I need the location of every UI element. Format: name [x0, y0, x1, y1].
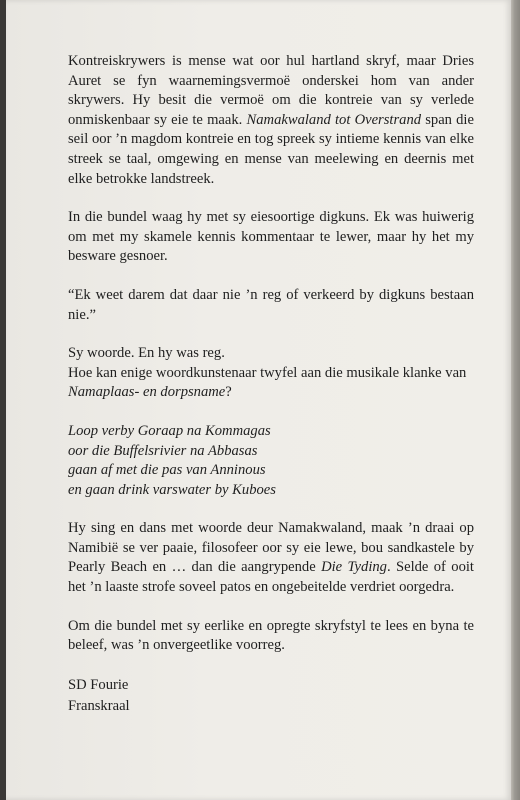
poem-line: en gaan drink varswater by Kuboes — [68, 481, 276, 498]
page-content — [68, 52, 474, 717]
paragraph-themes — [68, 519, 474, 597]
poem-line: gaan af met die pas van Anninous — [68, 462, 266, 479]
paragraph-hesitation: In die bundel waag hy met sy eiesoortige digkuns. Ek was huiwerig om met my skamele kennis kommentaar te lewer, maar hy het my besware gesnoer. — [68, 209, 474, 265]
paragraph-closing: Om die bundel met sy eerlike en opregte skryfstyl te lees en byna te beleef, was ’n onvergeetlike voorreg. — [68, 617, 474, 654]
page-edge-shadow — [511, 0, 520, 800]
poem-line: oor die Buffelsrivier na Abbasas — [68, 442, 258, 459]
paragraph-text: Sy woorde. En hy was reg. — [68, 345, 225, 362]
poem-excerpt — [68, 422, 474, 500]
paragraph-response — [68, 344, 474, 403]
paragraph-quote: “Ek weet darem dat daar nie ’n reg of verkeerd by digkuns bestaan nie.” — [68, 286, 474, 323]
poem-line: Loop verby Goraap na Kommagas — [68, 422, 271, 439]
paragraph-text: Hy sing en dans met woorde deur Namakwaland, maak ’n draai op Namibië se ver paaie, filosofeer oor sy eie lewe, bou sandkastele by Pearly Beach en … dan die aangrypende — [68, 520, 474, 576]
book-page — [6, 0, 511, 800]
book-title-italic: Namakwaland tot Overstrand — [246, 111, 422, 128]
signature-block — [68, 675, 474, 717]
signature-place: Franskraal — [68, 697, 130, 714]
signature-name: SD Fourie — [68, 676, 129, 693]
paragraph-text: Hoe kan enige woordkunstenaar twyfel aan die musikale klanke van — [68, 364, 467, 381]
paragraph-intro — [68, 52, 474, 189]
paragraph-text: ? — [225, 384, 232, 401]
paragraph-text: span die seil oor ’n magdom kontreie en tog spreek sy intieme kennis van elke streek se taal, omgewing en mense van meelewing en deernis met elke betrokke landstreek. — [68, 111, 474, 187]
paragraph-text: Kontreiskrywers is mense wat oor hul hartland skryf, maar Dries Auret se fyn waarnemingsvermoë onderskei hom van ander skrywers. Hy besit die vermoë om die kontreie van sy verlede onmiskenbaar sy eie te maak. — [68, 53, 474, 128]
paragraph-text: . Selde of ooit het ’n laaste strofe soveel patos en ongebeitelde verdriet oorgedra. — [68, 559, 474, 596]
emphasis-italic: Namaplaas- en dorpsname — [68, 384, 226, 401]
poem-title-italic: Die Tyding — [321, 559, 387, 576]
